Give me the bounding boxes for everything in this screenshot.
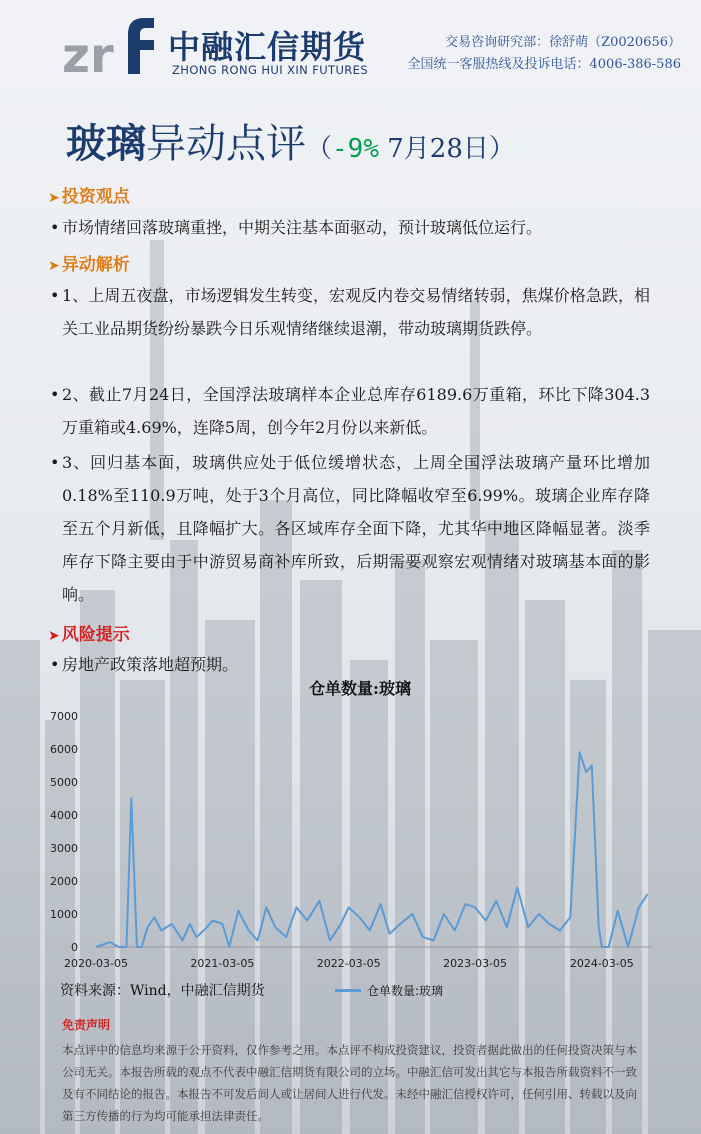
title-sub: 异动点评 bbox=[146, 121, 306, 167]
y-tick-label: 1000 bbox=[50, 908, 78, 921]
list-item: • 1、上周五夜盘，市场逻辑发生转变，宏观反内卷交易情绪转弱，焦煤价格急跌，相关工业品期货纷纷暴跌今日乐观情绪继续退潮，带动玻璃期货跌停。 bbox=[50, 279, 650, 345]
list-item: • 3、回归基本面，玻璃供应处于低位缓增状态，上周全国浮法玻璃产量环比增加0.18%至110.9万吨，处于3个月高位，同比降幅收窄至6.99%。玻璃企业库存降至五个月新低，且降幅扩大。各区域库存全面下降，尤其华中地区降幅显著。淡季库存下降主要由于中游贸易商补库所致，后期需要观察宏观情绪对玻璃基本面的影响。 bbox=[50, 446, 650, 611]
arrow-icon: ➤ bbox=[48, 628, 60, 644]
hotline-line: 全国统一客服热线及投诉电话：4006-386-586 bbox=[407, 57, 681, 72]
title-paren-close: ） bbox=[488, 134, 515, 164]
legend-label: 仓单数量:玻璃 bbox=[367, 984, 444, 998]
section-head-analysis: ➤ 异动解析 bbox=[48, 255, 130, 275]
chart-title: 仓单数量:玻璃 bbox=[309, 679, 411, 698]
bullet-dot-icon: • bbox=[50, 218, 60, 237]
svg-text:zr: zr bbox=[62, 28, 114, 78]
brand-name-en: ZHONG RONG HUI XIN FUTURES bbox=[172, 63, 369, 77]
section-head-risk: ➤ 风险提示 bbox=[48, 625, 130, 645]
y-tick-label: 7000 bbox=[50, 710, 78, 723]
title-paren-open: （ bbox=[306, 134, 333, 164]
title-date: 7月28日 bbox=[378, 134, 489, 164]
chart-legend bbox=[335, 982, 443, 999]
disclaimer-text: 本点评中的信息均来源于公开资料，仅作参考之用。本点评不构成投资建议，投资者据此做出的任何投资决策与本公司无关。本报告所载的观点不代表中融汇信期货有限公司的立场。中融汇信可发出其它与本报告所载资料不一致及有不同结论的报告。本报告不可发后间人或让居间人进行代发。未经中融汇信授权许可，任何引用、转载以及向第三方传播的行为均可能承担法律责任。 bbox=[62, 1043, 637, 1123]
title-change-pct: -9% bbox=[332, 134, 379, 164]
bullet-dot-icon: • bbox=[50, 453, 60, 472]
y-tick-label: 0 bbox=[71, 941, 78, 954]
y-tick-label: 6000 bbox=[50, 743, 78, 756]
bullet-dot-icon: • bbox=[50, 286, 60, 305]
list-item: • 2、截止7月24日，全国浮法玻璃样本企业总库存6189.6万重箱，环比下降304.3万重箱或4.69%，连降5周，创今年2月份以来新低。 bbox=[50, 378, 650, 444]
title-main: 玻璃 bbox=[66, 120, 146, 167]
header bbox=[0, 0, 701, 100]
arrow-icon: ➤ bbox=[48, 258, 60, 274]
chart-plot bbox=[40, 698, 680, 998]
brand-name-cn: 中融汇信期货 bbox=[168, 28, 367, 66]
y-tick-label: 4000 bbox=[50, 809, 78, 822]
y-tick-label: 2000 bbox=[50, 875, 78, 888]
list-item: • 房地产政策落地超预期。 bbox=[50, 648, 650, 681]
legend-line-swatch bbox=[335, 989, 361, 992]
x-tick-label: 2021-03-05 bbox=[190, 957, 255, 970]
series-line-glass-receipts bbox=[96, 752, 648, 947]
section-head-view: ➤ 投资观点 bbox=[48, 187, 130, 207]
bullet-dot-icon: • bbox=[50, 655, 60, 674]
page-title bbox=[66, 112, 515, 169]
x-tick-label: 2022-03-05 bbox=[316, 957, 381, 970]
y-tick-label: 5000 bbox=[50, 776, 78, 789]
analyst-line: 交易咨询研究部：徐舒萌（Z0020656） bbox=[445, 35, 681, 50]
x-tick-label: 2020-03-05 bbox=[64, 957, 128, 970]
list-item: • 市场情绪回落玻璃重挫，中期关注基本面驱动，预计玻璃低位运行。 bbox=[50, 211, 650, 244]
bullet-dot-icon: • bbox=[50, 385, 60, 404]
warehouse-receipt-chart bbox=[40, 676, 680, 1006]
x-tick-label: 2023-03-05 bbox=[443, 957, 508, 970]
disclaimer bbox=[62, 1016, 642, 1127]
company-logo bbox=[62, 12, 162, 78]
y-tick-label: 3000 bbox=[50, 842, 78, 855]
arrow-icon: ➤ bbox=[48, 190, 60, 206]
contact-info bbox=[408, 32, 682, 76]
chart-source: 资料来源：Wind，中融汇信期货 bbox=[60, 983, 265, 999]
disclaimer-title: 免责声明 bbox=[62, 1018, 111, 1032]
x-tick-label: 2024-03-05 bbox=[569, 957, 634, 970]
